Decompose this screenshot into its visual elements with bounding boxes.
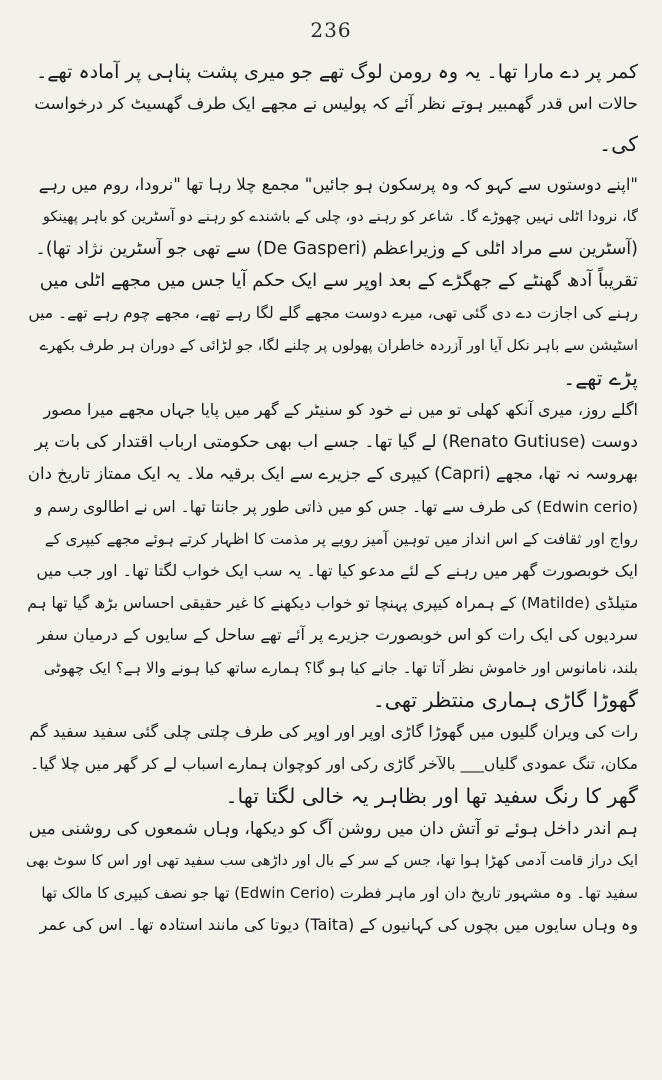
text-line: بھروسہ نہ تھا، مجھے (Capri) کیپری کے جزیرے سے ایک برقیہ ملا۔ یہ ایک ممتاز تاریخ دان: [27, 464, 638, 484]
text-line: گھر کا رنگ سفید تھا اور بظاہر یہ خالی لگتا تھا۔: [225, 784, 638, 809]
text-line: کمر پر دے مارا تھا۔ یہ وہ رومن لوگ تھے جو میری پشت پناہی پر آمادہ تھے۔: [36, 61, 638, 83]
text-line: وہ وہاں سایوں میں بچوں کی کہانیوں کے (Taita) دیوتا کی مانند استادہ تھا۔ اس کی عمر: [39, 915, 638, 935]
text-line: دوست (Renato Gutiuse) لے گیا تھا۔ جسے اب بھی حکومتی ارباب اقتدار کی بات پر: [34, 432, 638, 453]
text-line: رواج اور ثقافت کے اس انداز میں توہین آمیز رویے پر مذمت کا اظہار کرتے ہوئے مجھے کیپری کے: [44, 529, 638, 548]
text-line: سفید تھا۔ وہ مشہور تاریخ دان اور ماہر فطرت (Edwin Cerio) تھا جو نصف کیپری کا مالک تھا: [41, 884, 638, 903]
text-line: کی۔: [599, 132, 638, 157]
page-body-text: [26, 56, 638, 941]
text-line: سردیوں کی ایک رات کو اس خوبصورت جزیرے پر آئے تھے ساحل کے سایوں کے درمیان سفر: [37, 625, 638, 645]
text-line: اگلے روز، میری آنکھ کھلی تو میں نے خود کو سنیٹر کے گھر میں پایا جہاں مجھے میرا مصور: [43, 400, 638, 420]
text-line: مکان، تنگ عمودی گلیاں___ بالآخر گاڑی رکی اور کوچوان ہمارے اسباب لے کر گھر میں چلا گیا۔: [30, 755, 638, 774]
text-line: تقریباً آدھ گھنٹے کے جھگڑے کے بعد اوپر سے ایک حکم آیا جس میں مجھے اٹلی میں: [39, 270, 638, 292]
text-line: گا، نرودا اٹلی نہیں چھوڑے گا۔ شاعر کو رہنے دو، چلی کے باشندے کو رہنے دو آسٹرین کو باہر پھینکو: [42, 208, 638, 225]
text-line: ایک خوبصورت گھر میں رہنے کے لئے مدعو کیا تھا۔ یہ سب ایک خواب لگتا تھا۔ اور جب میں: [36, 561, 638, 581]
text-line: بلند، نامانوس اور خاموش نظر آتا تھا۔ جانے کیا ہو گا؟ ہمارے ساتھ کیا ہونے والا ہے؟ ایک چھوٹی: [43, 658, 638, 677]
text-line: ایک دراز قامت آدمی کھڑا ہوا تھا، جس کے سر کے بال اور داڑھی سب سفید تھی اور اس کا سوٹ بھی: [26, 852, 638, 869]
text-line: حالات اس قدر گھمبیر ہوتے نظر آئے کہ پولیس نے مجھے ایک طرف گھسیٹ کر درخواست: [34, 94, 638, 114]
text-line: گھوڑا گاڑی ہماری منتظر تھی۔: [372, 687, 638, 712]
text-line: اسٹیشن سے باہر نکل آیا اور آزردہ خاطران پھولوں پر چلنے لگا، جو لڑائی کے دوران ہر طرف بکھرے: [39, 337, 638, 354]
text-line: (Edwin cerio) کی طرف سے تھا۔ جس کو میں ذاتی طور پر جانتا تھا۔ اس نے اطالوی رسم و: [34, 497, 638, 516]
text-line: (آسٹرین سے مراد اٹلی کے وزیراعظم (De Gasperi) سے تھی جو آسٹرین نژاد تھا)۔: [35, 239, 638, 260]
text-line: پڑے تھے۔: [563, 365, 638, 390]
text-line: رات کی ویران گلیوں میں گھوڑا گاڑی اوپر اور اوپر کی طرف چلتی چلی گئی سفید سفید گم: [29, 722, 638, 742]
text-line: متیلڈی (Matilde) کے ہمراہ کیپری پہنچا تو خواب دیکھنے کا غیر حقیقی احساس بڑھ گیا تھا ہم: [27, 594, 638, 613]
text-line: ہم اندر داخل ہوئے تو آتش دان میں روشن آگ کو دیکھا، وہاں شمعوں کی روشنی میں: [28, 818, 638, 839]
text-line: "اپنے دوستوں سے کہو کہ وہ پرسکون ہو جائیں" مجمع چلا رہا تھا "نرودا، روم میں رہے: [38, 174, 638, 194]
page-number: 236: [310, 18, 352, 42]
text-line: رہنے کی اجازت دے دی گئی تھی، میرے دوست مجھے گلے لگا رہے تھے، مجھے چوم رہے تھے۔ میں: [28, 304, 638, 323]
